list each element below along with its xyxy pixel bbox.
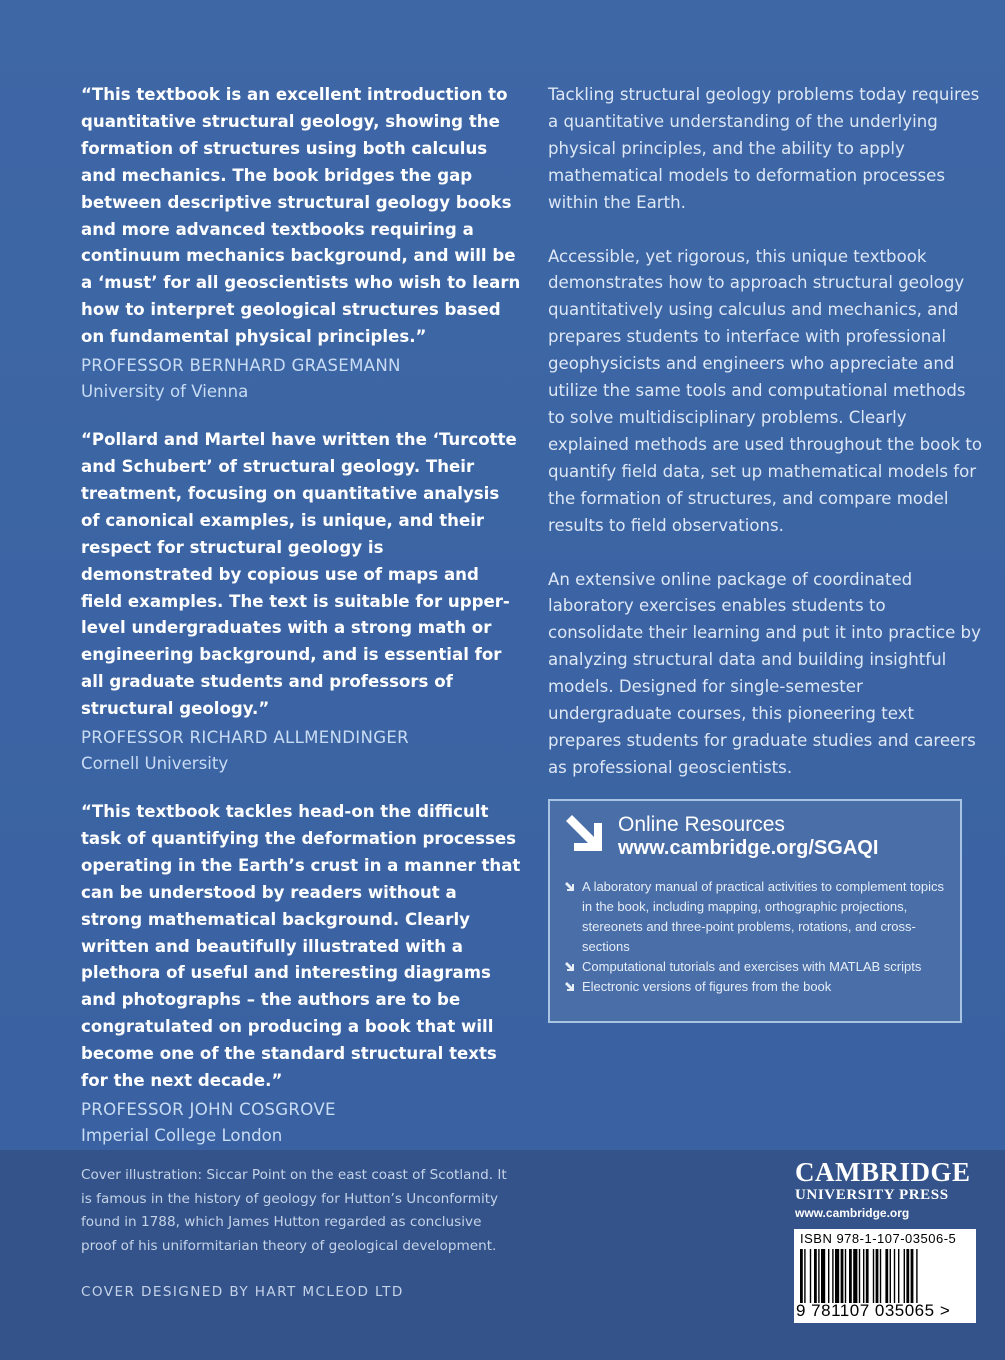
arrow-down-right-icon — [564, 881, 576, 893]
endorsement-institution: Imperial College London — [81, 1126, 283, 1145]
description-paragraph: Accessible, yet rigorous, this unique textbook demonstrates how to approach structural geology quantitatively using calculus and mechanics, and prepares students to interface with professional geophysicists and engineers who appreciate and utilize the same tools and computational methods to solve multidisciplinary problems. Clearly explained methods are used throughout the book to quantify field data, set up mathematical models for the formation of structures, and compare model results to field observations. — [548, 246, 983, 535]
list-item-text: Electronic versions of figures from the book — [582, 979, 832, 994]
footer-band — [0, 1150, 1005, 1360]
endorsement-1 — [81, 82, 521, 405]
endorsements — [81, 82, 521, 1171]
endorsement-3 — [81, 799, 521, 1149]
arrow-down-right-icon — [562, 811, 608, 857]
list-item — [564, 877, 944, 957]
online-resources-title: Online Resources — [618, 813, 785, 836]
barcode-bars — [800, 1249, 970, 1303]
endorsement-institution: University of Vienna — [81, 382, 249, 402]
list-item — [564, 977, 944, 997]
endorsement-quote: “Pollard and Martel have written the ‘Turcotte and Schubert’ of structural geology. Their treatment, focusing on quantitative analysis of canonical examples, is unique, and their respect for structural geology is demonstrated by copious use of maps and field examples. The text is suitable for upper-level undergraduates with a strong math or engineering background, and is essential for all graduate students and professors of structural geology.” — [81, 430, 517, 719]
arrow-down-right-icon — [564, 981, 576, 993]
description-paragraph: An extensive online package of coordinated laboratory exercises enables students to consolidate their learning and put it into practice by analyzing structural data and building insightful models. Designed for single-semester undergraduate courses, this pioneering text prepares students for graduate studies and careers as professional geoscientists. — [548, 569, 981, 777]
endorsement-quote: “This textbook tackles head-on the difficult task of quantifying the deformation processes operating in the Earth’s crust in a manner that can be understood by readers without a strong mathematical background. Clearly written and beautifully illustrated with a plethora of useful and interesting diagrams and photographs – the authors are to be congratulated on producing a book that will become one of the standard structural texts for the next decade.” — [81, 802, 521, 1091]
publisher-name: CAMBRIDGE — [795, 1157, 971, 1187]
list-item-text: A laboratory manual of practical activities to complement topics in the book, including mapping, orthographic projections, stereonets and three-point problems, rotations, and cross-sections — [582, 879, 945, 954]
publisher-logo — [795, 1158, 980, 1220]
endorsement-author: PROFESSOR BERNHARD GRASEMANN — [81, 356, 401, 376]
description-paragraph: Tackling structural geology problems today requires a quantitative understanding of the underlying physical principles, and the ability to apply mathematical models to deformation processes within the Earth. — [548, 85, 980, 212]
endorsement-institution: Cornell University — [81, 754, 229, 774]
isbn-barcode — [794, 1229, 976, 1323]
list-item-text: Computational tutorials and exercises with MATLAB scripts — [582, 959, 922, 974]
online-resources-box — [548, 799, 962, 1023]
list-item — [564, 957, 944, 977]
endorsement-author: PROFESSOR JOHN COSGROVE — [81, 1100, 336, 1119]
isbn-digits: 9 781107 035065 > — [796, 1301, 951, 1320]
cover-designer-credit: COVER DESIGNED BY HART MCLEOD LTD — [81, 1284, 404, 1300]
book-description — [548, 82, 983, 809]
isbn-label: ISBN 978-1-107-03506-5 — [800, 1231, 957, 1246]
publisher-press: UNIVERSITY PRESS — [795, 1187, 949, 1203]
publisher-url[interactable]: www.cambridge.org — [795, 1206, 910, 1220]
cover-illustration-caption: Cover illustration: Siccar Point on the east coast of Scotland. It is famous in the history of geology for Hutton’s Unconformity found in 1788, which James Hutton regarded as conclusive proof of his uniformitarian theory of geological development. — [81, 1167, 507, 1254]
online-resources-link[interactable]: www.cambridge.org/SGAQI — [618, 837, 879, 859]
arrow-down-right-icon — [564, 961, 576, 973]
endorsement-2 — [81, 427, 521, 777]
endorsement-author: PROFESSOR RICHARD ALLMENDINGER — [81, 728, 409, 748]
online-resources-list — [564, 877, 944, 997]
endorsement-quote: “This textbook is an excellent introduction to quantitative structural geology, showing the formation of structures using both calculus and mechanics. The book bridges the gap between descriptive structural geology books and more advanced textbooks requiring a continuum mechanics background, and will be a ‘must’ for all geoscientists who wish to learn how to interpret geological structures based on fundamental physical principles.” — [81, 85, 521, 347]
